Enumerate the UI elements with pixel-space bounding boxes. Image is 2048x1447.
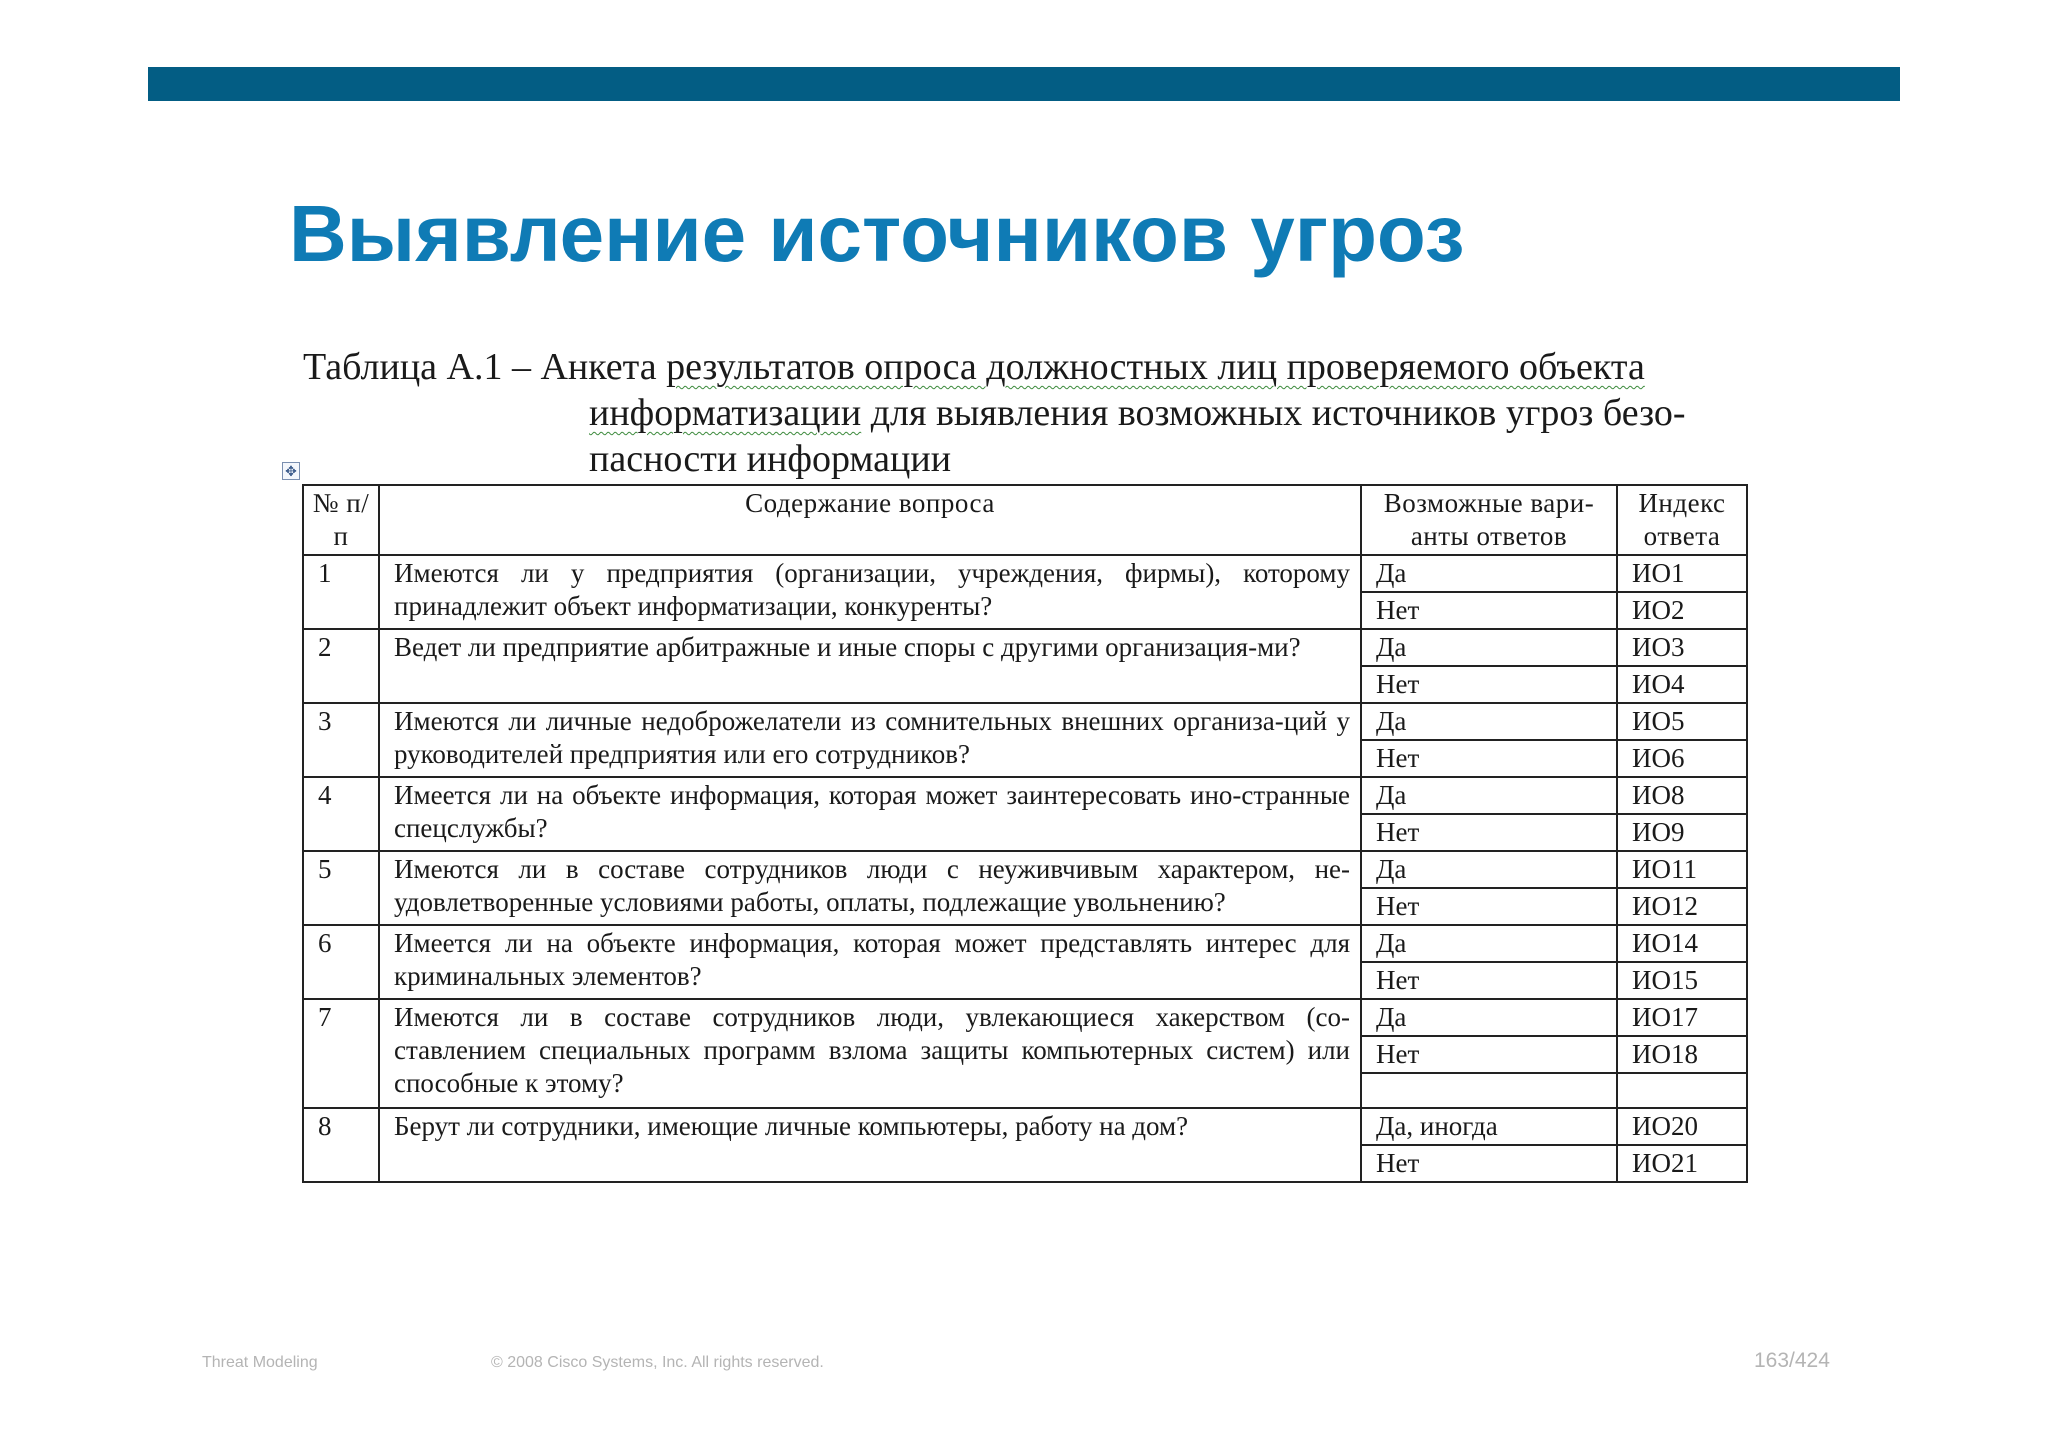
answer-index — [1617, 1073, 1747, 1108]
answer-option: Да — [1361, 629, 1617, 666]
answer-option: Да — [1361, 999, 1617, 1036]
table-caption — [303, 344, 1773, 482]
header-answers: Возможные вари-анты ответов — [1361, 485, 1617, 555]
row-number: 1 — [303, 555, 379, 629]
footer-presentation-title: Threat Modeling — [202, 1354, 318, 1371]
caption-line-3: пасности информации — [589, 438, 952, 480]
answer-option: Нет — [1361, 666, 1617, 703]
answer-index: ИО6 — [1617, 740, 1747, 777]
table-body — [303, 555, 1747, 1182]
row-number: 6 — [303, 925, 379, 999]
answer-index: ИО15 — [1617, 962, 1747, 999]
header-number-text: № п/п — [312, 488, 370, 551]
answer-option: Нет — [1361, 1036, 1617, 1073]
answer-option: Нет — [1361, 888, 1617, 925]
caption-underlined-text-2: информатизации — [589, 392, 862, 434]
question-text: Имеются ли у предприятия (организации, учреждения, фирмы), которому принадлежит объект информатизации, конкуренты? — [379, 555, 1361, 629]
table-row — [303, 777, 1747, 814]
footer-copyright: © 2008 Cisco Systems, Inc. All rights reserved. — [491, 1354, 824, 1371]
header-number — [303, 485, 379, 555]
footer-page-number: 163/424 — [1754, 1349, 1830, 1372]
row-number: 4 — [303, 777, 379, 851]
answer-option: Нет — [1361, 592, 1617, 629]
answer-option: Да — [1361, 777, 1617, 814]
answer-index: ИО8 — [1617, 777, 1747, 814]
question-text: Имеется ли на объекте информация, которая может заинтересовать ино-странные спецслужбы? — [379, 777, 1361, 851]
question-text: Имеются ли в составе сотрудников люди, увлекающиеся хакерством (со-ставлением специальных программ взлома защиты компьютерных систем) или способные к этому? — [379, 999, 1361, 1108]
question-text: Имеются ли личные недоброжелатели из сомнительных внешних организа-ций у руководителей предприятия или его сотрудников? — [379, 703, 1361, 777]
row-number: 8 — [303, 1108, 379, 1182]
question-text: Берут ли сотрудники, имеющие личные компьютеры, работу на дом? — [379, 1108, 1361, 1182]
slide-title: Выявление источников угроз — [289, 189, 1465, 278]
row-number: 7 — [303, 999, 379, 1108]
table-row — [303, 999, 1747, 1036]
top-accent-bar — [148, 67, 1900, 101]
table-row — [303, 629, 1747, 666]
table-row — [303, 851, 1747, 888]
survey-table-container — [302, 484, 1746, 1178]
question-text: Имеется ли на объекте информация, которая может представлять интерес для криминальных элементов? — [379, 925, 1361, 999]
question-text: Ведет ли предприятие арбитражные и иные споры с другими организация-ми? — [379, 629, 1361, 703]
answer-index: ИО14 — [1617, 925, 1747, 962]
answer-option: Да — [1361, 851, 1617, 888]
answer-index: ИО5 — [1617, 703, 1747, 740]
table-row — [303, 703, 1747, 740]
table-move-handle-icon[interactable]: ✥ — [282, 462, 300, 480]
answer-index: ИО9 — [1617, 814, 1747, 851]
caption-line-2 — [303, 390, 1773, 436]
row-number: 5 — [303, 851, 379, 925]
answer-index: ИО17 — [1617, 999, 1747, 1036]
caption-line-2-rest: для выявления возможных источников угроз безо- — [861, 392, 1686, 434]
table-header-row — [303, 485, 1747, 555]
question-text: Имеются ли в составе сотрудников люди с неуживчивым характером, не-удовлетворенные условиями работы, оплаты, подлежащие увольнению? — [379, 851, 1361, 925]
answer-option: Да — [1361, 703, 1617, 740]
answer-index: ИО11 — [1617, 851, 1747, 888]
answer-index: ИО2 — [1617, 592, 1747, 629]
answer-option: Да — [1361, 555, 1617, 592]
caption-underlined-text-1: результатов опроса должностных лиц проверяемого объекта — [666, 346, 1645, 388]
header-question: Содержание вопроса — [379, 485, 1361, 555]
answer-option — [1361, 1073, 1617, 1108]
caption-line-1 — [303, 344, 1773, 390]
table-row — [303, 555, 1747, 592]
row-number: 2 — [303, 629, 379, 703]
survey-table — [302, 484, 1748, 1183]
answer-option: Нет — [1361, 962, 1617, 999]
header-index: Индекс ответа — [1617, 485, 1747, 555]
answer-option: Нет — [1361, 1145, 1617, 1182]
table-row — [303, 1108, 1747, 1145]
answer-option: Да, иногда — [1361, 1108, 1617, 1145]
answer-index: ИО21 — [1617, 1145, 1747, 1182]
answer-index: ИО4 — [1617, 666, 1747, 703]
answer-option: Нет — [1361, 740, 1617, 777]
answer-index: ИО12 — [1617, 888, 1747, 925]
answer-index: ИО3 — [1617, 629, 1747, 666]
answer-index: ИО1 — [1617, 555, 1747, 592]
table-row — [303, 925, 1747, 962]
caption-prefix: Таблица А.1 – Анкета — [303, 346, 667, 388]
answer-option: Нет — [1361, 814, 1617, 851]
row-number: 3 — [303, 703, 379, 777]
answer-index: ИО18 — [1617, 1036, 1747, 1073]
answer-index: ИО20 — [1617, 1108, 1747, 1145]
answer-option: Да — [1361, 925, 1617, 962]
